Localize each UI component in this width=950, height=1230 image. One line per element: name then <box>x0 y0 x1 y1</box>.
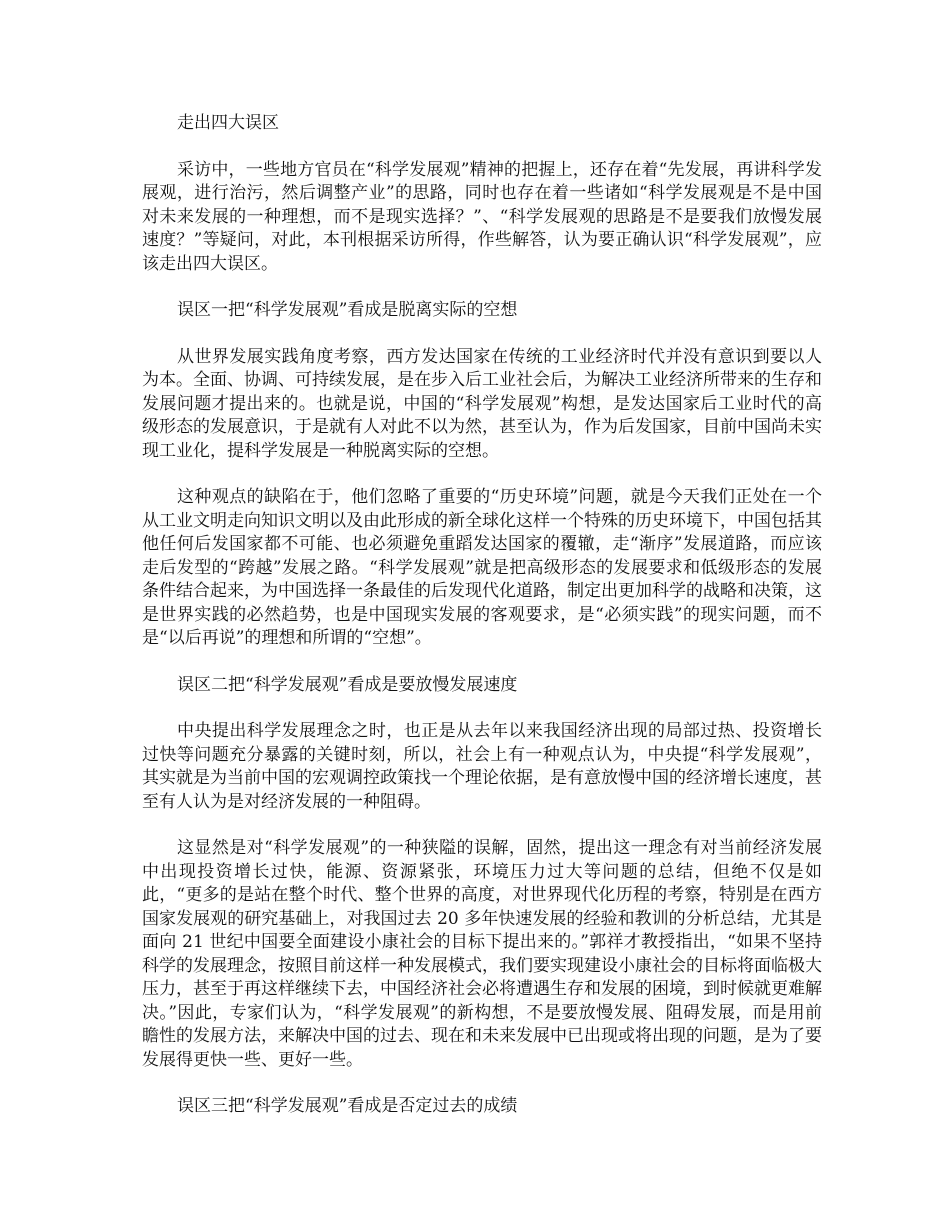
section-heading-misconception-2: 误区二把“科学发展观”看成是要放慢发展速度 <box>177 674 518 695</box>
paragraph-intro: 采访中，一些地方官员在“科学发展观”精神的把握上，还存在着“先发展，再讲科学发展观，进行治污，然后调整产业”的思路，同时也存在着一些诸如“科学发展观是不是中国对未来发展的一种理想，而不是现实选择？”、“科学发展观的思路是不是要我们放慢发展速度？”等疑问，对此，本刊根据采访所得，作些解答，认为要正确认识“科学发展观”，应该走出四大误区。 <box>142 159 822 274</box>
paragraph-misconception-2-a: 中央提出科学发展理念之时，也正是从去年以来我国经济出现的局部过热、投资增长过快等问题充分暴露的关键时刻，所以，社会上有一种观点认为，中央提“科学发展观”，其实就是为当前中国的宏观调控政策找一个理论依据，是有意放慢中国的经济增长速度，甚至有人认为是对经济发展的一种阻碍。 <box>142 721 822 812</box>
paragraph-misconception-1-b: 这种观点的缺陷在于，他们忽略了重要的“历史环境”问题，就是今天我们正处在一个从工业文明走向知识文明以及由此形成的新全球化这样一个特殊的历史环境下，中国包括其他任何后发国家都不可能、也必须避免重蹈发达国家的覆辙，走“渐序”发展道路，而应该走后发型的“跨越”发展之路。“科学发展观”就是把高级形态的发展要求和低级形态的发展条件结合起来，为中国选择一条最佳的后发现代化道路，制定出更加科学的战略和决策，这是世界实践的必然趋势，也是中国现实发展的客观要求，是“必须实践”的现实问题，而不是“以后再说”的理想和所谓的“空想”。 <box>142 487 822 648</box>
paragraph-misconception-1-a: 从世界发展实践角度考察，西方发达国家在传统的工业经济时代并没有意识到要以人为本。全面、协调、可持续发展，是在步入后工业社会后，为解决工业经济所带来的生存和发展问题才提出来的。也就是说，中国的“科学发展观”构想，是发达国家后工业时代的高级形态的发展意识，于是就有人对此不以为然，甚至认为，作为后发国家，目前中国尚未实现工业化，提科学发展是一种脱离实际的空想。 <box>142 346 822 461</box>
section-heading-misconception-3: 误区三把“科学发展观”看成是否定过去的成绩 <box>177 1096 518 1116</box>
section-heading-misconception-1: 误区一把“科学发展观”看成是脱离实际的空想 <box>177 300 518 320</box>
section-heading-main: 走出四大误区 <box>177 113 279 133</box>
document-page <box>142 112 822 1142</box>
paragraph-misconception-2-b: 这显然是对“科学发展观”的一种狭隘的误解，固然，提出这一理念有对当前经济发展中出现投资增长过快，能源、资源紧张，环境压力过大等问题的总结，但绝不仅是如此，“更多的是站在整个时代、整个世界的高度，对世界现代化历程的考察，特别是在西方国家发展观的研究基础上，对我国过去 20 多年快速发展的经验和教训的分析总结，尤其是面向 21 世纪中国要全面建设小康社会的目标下提出来的。”郭祥才教授指出，“如果不坚持科学的发展理念，按照目前这样一种发展模式，我们要实现建设小康社会的目标将面临极大压力，甚至于再这样继续下去，中国经济社会必将遭遇生存和发展的困境，到时候就更难解决。”因此，专家们认为，“科学发展观”的新构想，不是要放慢发展、阻碍发展，而是用前瞻性的发展方法，来解决中国的过去、现在和未来发展中已出现或将出现的问题，是为了要发展得更快一些、更好一些。 <box>142 838 822 1070</box>
